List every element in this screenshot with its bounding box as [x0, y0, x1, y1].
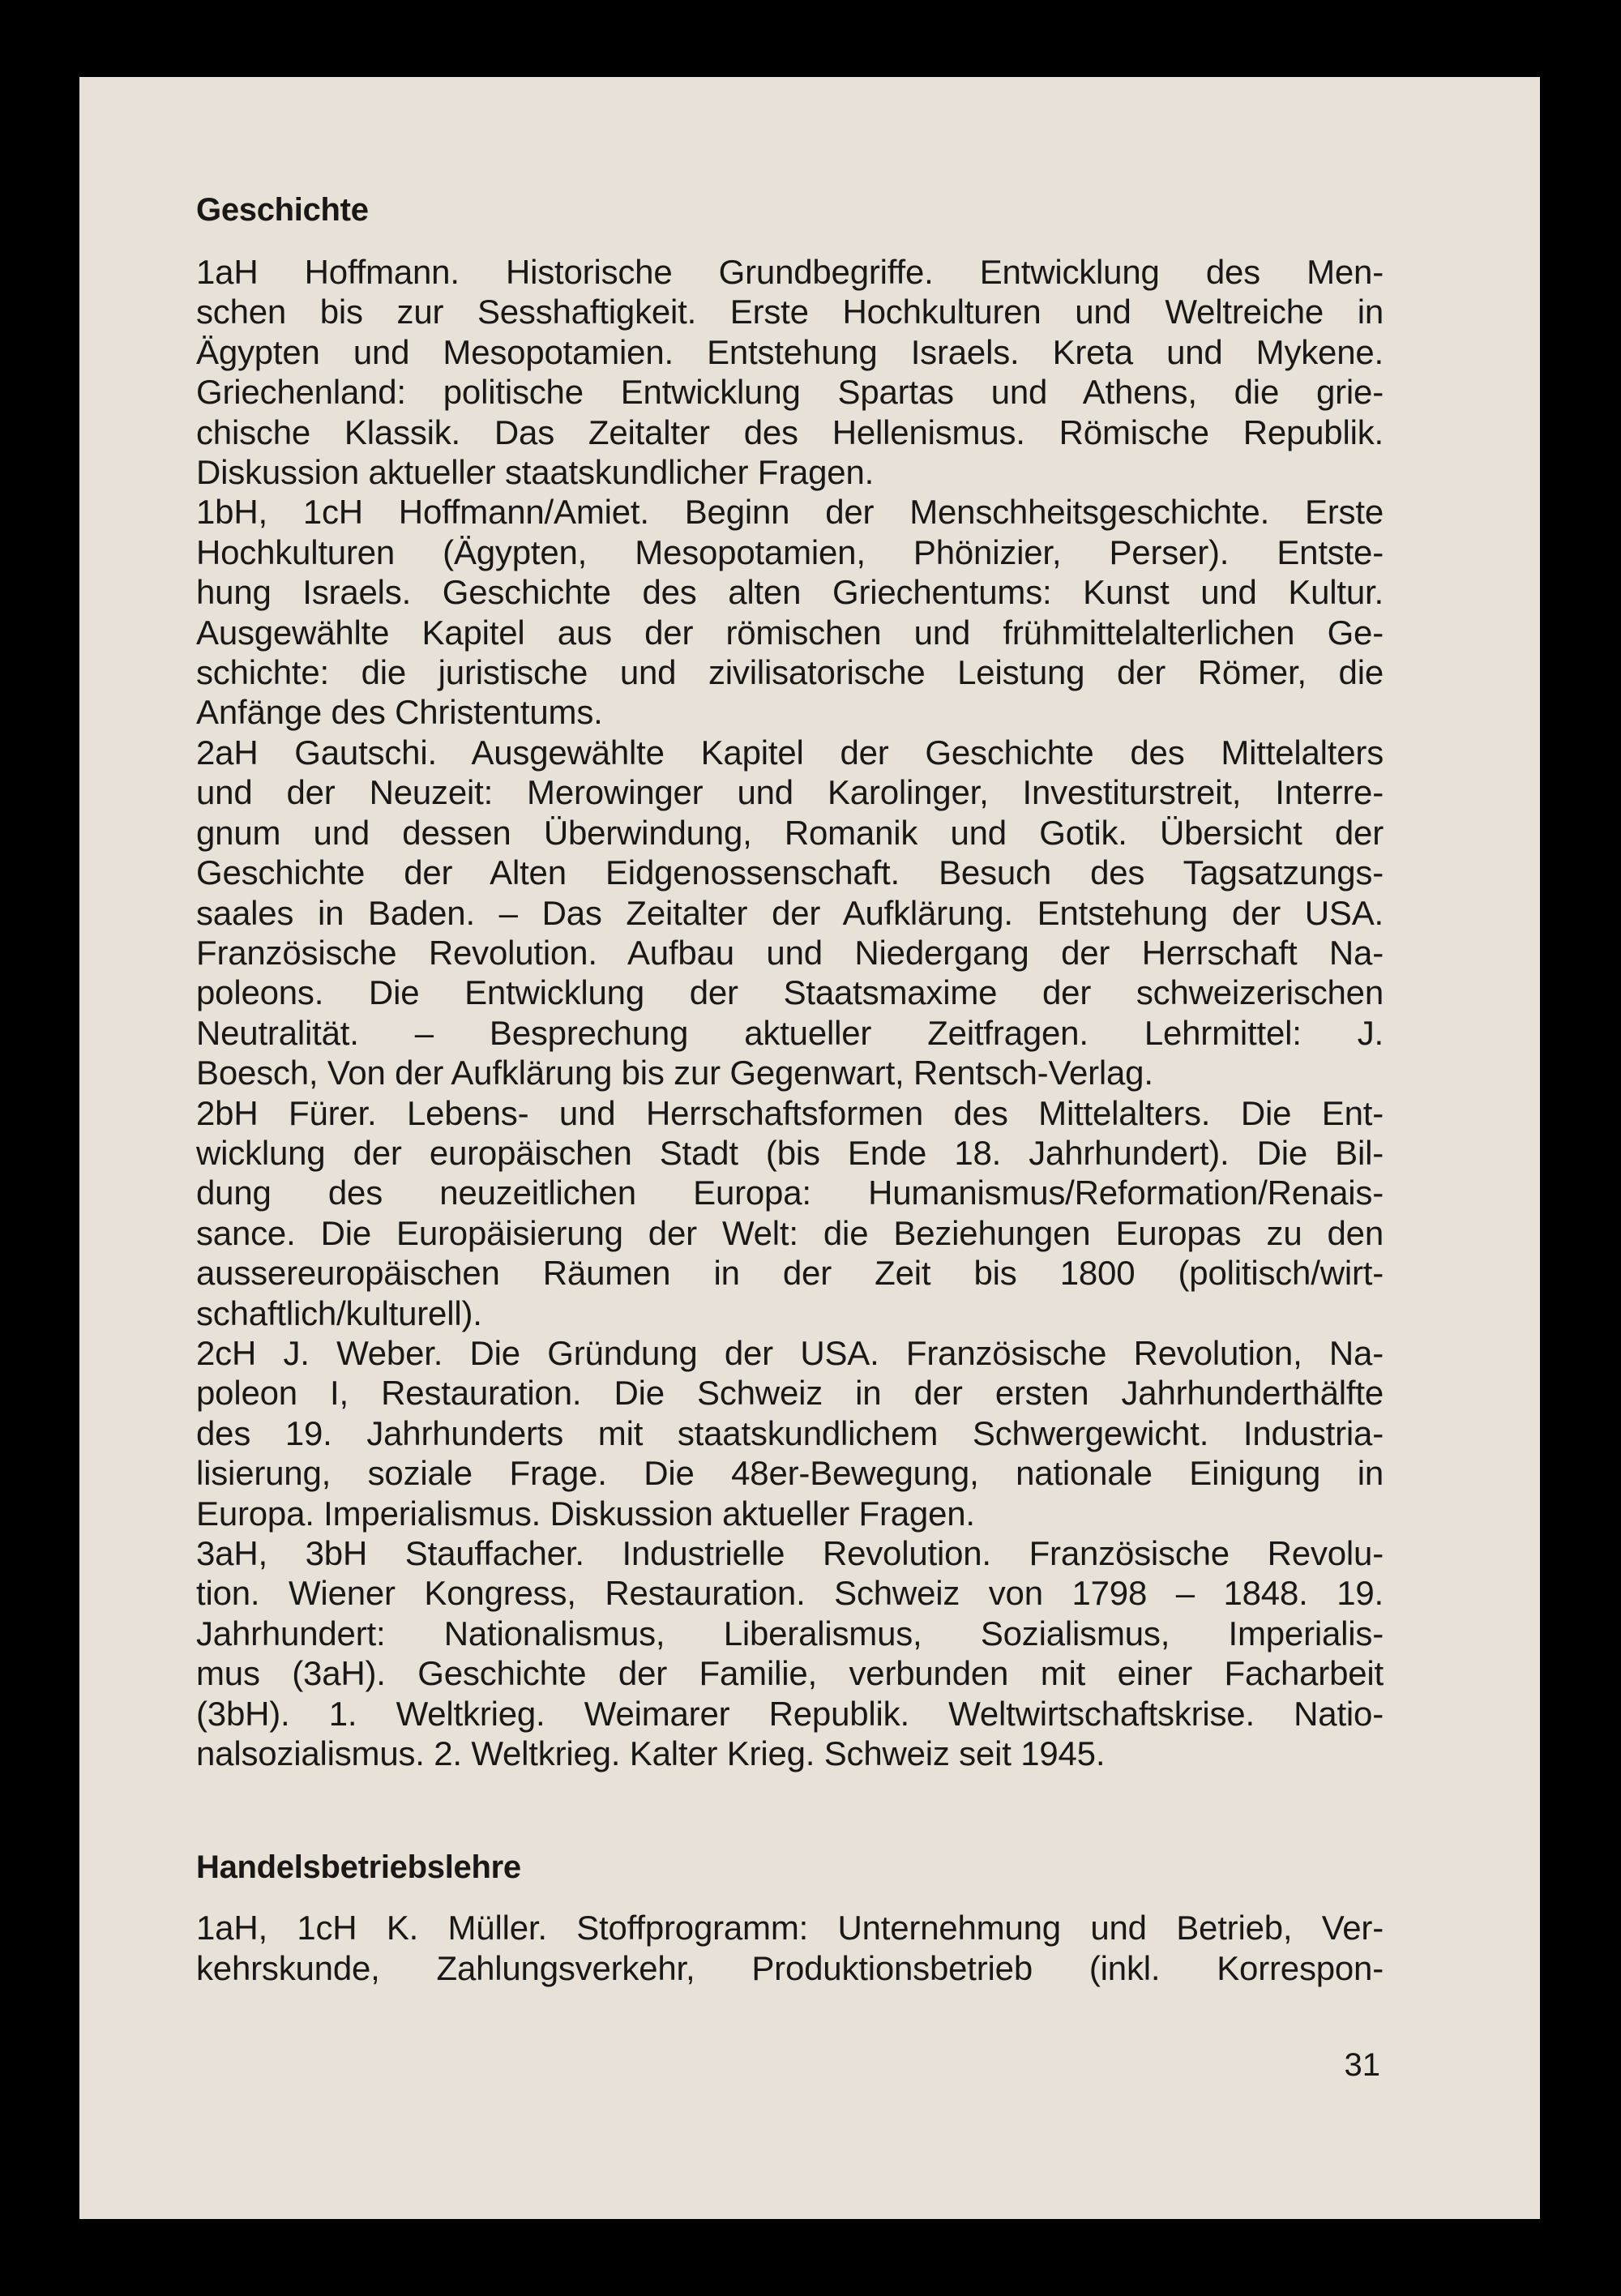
- text-line: poleons. Die Entwicklung der Staatsmaxime der schweizerischen: [196, 973, 1384, 1012]
- text-line: 2aH Gautschi. Ausgewählte Kapitel der Geschichte des Mittelalters: [196, 733, 1384, 772]
- text-line: 2cH J. Weber. Die Gründung der USA. Französische Revolution, Na-: [196, 1333, 1384, 1372]
- text-line: sance. Die Europäisierung der Welt: die Beziehungen Europas zu den: [196, 1213, 1384, 1252]
- text-line: Diskussion aktueller staatskundlicher Fragen.: [196, 453, 875, 492]
- section-spacer: [196, 1773, 1384, 1848]
- text-line: Neutralität. – Besprechung aktueller Zeitfragen. Lehrmittel: J.: [196, 1013, 1384, 1052]
- text-line: tion. Wiener Kongress, Restauration. Schweiz von 1798 – 1848. 19.: [196, 1574, 1384, 1613]
- text-line: hung Israels. Geschichte des alten Griechentums: Kunst und Kultur.: [196, 573, 1384, 612]
- text-line: Jahrhundert: Nationalismus, Liberalismus, Sozialismus, Imperialis-: [196, 1614, 1384, 1653]
- text-line: nalsozialismus. 2. Weltkrieg. Kalter Krieg. Schweiz seit 1945.: [196, 1734, 1106, 1773]
- text-line: Boesch, Von der Aufklärung bis zur Gegenwart, Rentsch-Verlag.: [196, 1054, 1153, 1092]
- text-line: gnum und dessen Überwindung, Romanik und Gotik. Übersicht der: [196, 813, 1384, 852]
- text-line: kehrskunde, Zahlungsverkehr, Produktionsbetrieb (inkl. Korrespon-: [196, 1948, 1384, 1987]
- text-line: 1bH, 1cH Hoffmann/Amiet. Beginn der Menschheitsgeschichte. Erste: [196, 493, 1384, 532]
- paragraph-2bh: [196, 1093, 1384, 1333]
- text-line: dung des neuzeitlichen Europa: Humanismus/Reformation/Renais-: [196, 1174, 1384, 1212]
- text-line: Ausgewählte Kapitel aus der römischen und frühmittelalterlichen Ge-: [196, 613, 1384, 652]
- section-heading-geschichte: Geschichte: [196, 192, 369, 228]
- text-line: saales in Baden. – Das Zeitalter der Aufklärung. Entstehung der USA.: [196, 893, 1384, 932]
- paragraph-1bh-1ch: [196, 492, 1384, 732]
- text-line: (3bH). 1. Weltkrieg. Weimarer Republik. Weltwirtschaftskrise. Natio-: [196, 1694, 1384, 1733]
- text-line: 1aH, 1cH K. Müller. Stoffprogramm: Unternehmung und Betrieb, Ver-: [196, 1909, 1384, 1948]
- text-line: des 19. Jahrhunderts mit staatskundlichem Schwergewicht. Industria-: [196, 1413, 1384, 1452]
- paragraph-1ah-1ch: [196, 1908, 1384, 1988]
- text-line: Ägypten und Mesopotamien. Entstehung Israels. Kreta und Mykene.: [196, 332, 1384, 371]
- text-line: Anfänge des Christentums.: [196, 693, 603, 732]
- text-line: 3aH, 3bH Stauffacher. Industrielle Revolution. Französische Revolu-: [196, 1534, 1384, 1572]
- text-line: Europa. Imperialismus. Diskussion aktueller Fragen.: [196, 1494, 975, 1533]
- text-line: Hochkulturen (Ägypten, Mesopotamien, Phönizier, Perser). Entste-: [196, 532, 1384, 571]
- text-line: 2bH Fürer. Lebens- und Herrschaftsformen des Mittelalters. Die Ent-: [196, 1093, 1384, 1132]
- text-line: 1aH Hoffmann. Historische Grundbegriffe. Entwicklung des Men-: [196, 253, 1384, 291]
- paragraph-3ah-3bh: [196, 1533, 1384, 1773]
- text-line: mus (3aH). Geschichte der Familie, verbunden mit einer Facharbeit: [196, 1654, 1384, 1693]
- text-line: lisierung, soziale Frage. Die 48er-Bewegung, nationale Einigung in: [196, 1454, 1384, 1493]
- page-content: [196, 190, 1384, 1988]
- text-line: wicklung der europäischen Stadt (bis Ende 18. Jahrhundert). Die Bil-: [196, 1133, 1384, 1172]
- page-number: 31: [1344, 2047, 1380, 2083]
- text-line: Griechenland: politische Entwicklung Spartas und Athens, die grie-: [196, 373, 1384, 412]
- text-line: und der Neuzeit: Merowinger und Karolinger, Investiturstreit, Interre-: [196, 773, 1384, 812]
- section-heading-handelsbetriebslehre: Handelsbetriebslehre: [196, 1849, 521, 1886]
- paragraph-1ah: [196, 252, 1384, 492]
- text-line: chische Klassik. Das Zeitalter des Hellenismus. Römische Republik.: [196, 413, 1384, 451]
- text-line: schen bis zur Sesshaftigkeit. Erste Hochkulturen und Weltreiche in: [196, 293, 1384, 331]
- text-line: Geschichte der Alten Eidgenossenschaft. Besuch des Tagsatzungs-: [196, 853, 1384, 892]
- text-line: poleon I, Restauration. Die Schweiz in der ersten Jahrhunderthälfte: [196, 1374, 1384, 1413]
- text-line: aussereuropäischen Räumen in der Zeit bis 1800 (politisch/wirt-: [196, 1254, 1384, 1293]
- text-line: Französische Revolution. Aufbau und Niedergang der Herrschaft Na-: [196, 933, 1384, 972]
- paragraph-2ch: [196, 1333, 1384, 1533]
- text-line: schaftlich/kulturell).: [196, 1293, 482, 1332]
- paragraph-2ah: [196, 733, 1384, 1093]
- text-line: schichte: die juristische und zivilisatorische Leistung der Römer, die: [196, 653, 1384, 692]
